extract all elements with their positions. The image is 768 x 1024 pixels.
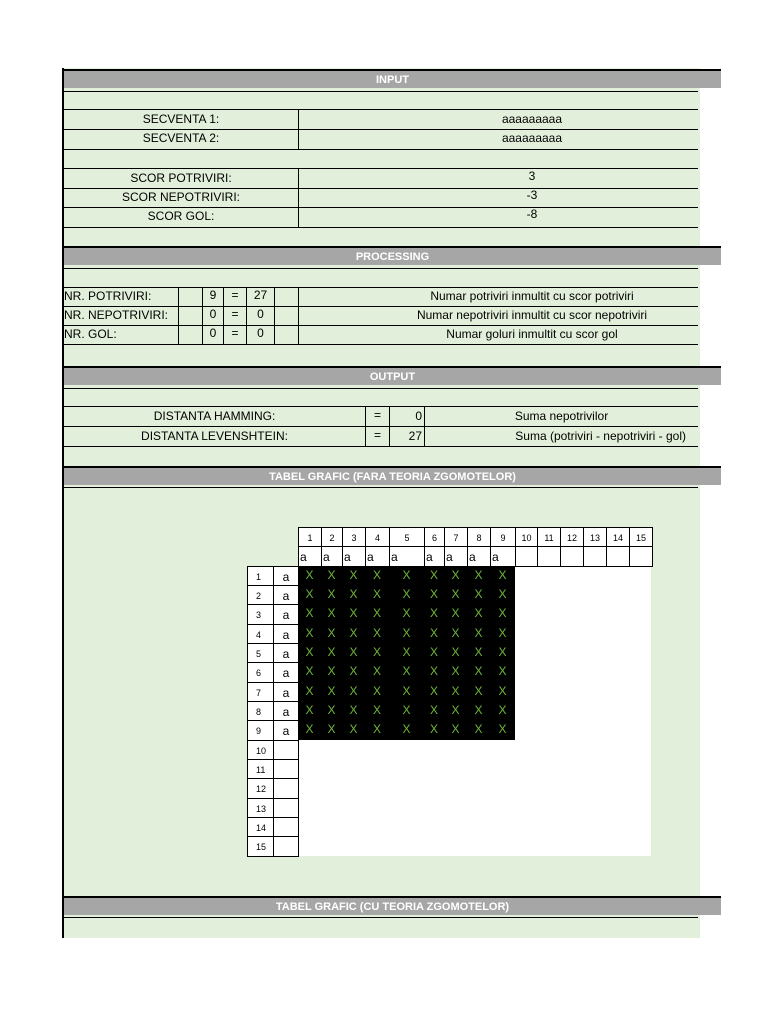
match-mark: X <box>327 568 336 582</box>
match-mark: X <box>327 606 336 620</box>
levenshtein-equals: = <box>373 428 381 442</box>
grid-row-number: 12 <box>247 778 274 799</box>
match-mark: X <box>349 645 358 659</box>
grid-col-number: 4 <box>365 527 390 547</box>
match-mark: X <box>372 626 381 640</box>
mismatch-score-value[interactable]: -3 <box>526 188 538 202</box>
match-mark: X <box>429 703 438 717</box>
match-mark: X <box>474 606 483 620</box>
grid-row-letter[interactable]: a <box>273 662 299 683</box>
match-mark: X <box>327 722 336 736</box>
row-divider <box>64 917 698 918</box>
processing-result[interactable]: 0 <box>257 326 264 340</box>
row-divider <box>64 344 698 345</box>
match-mark: X <box>372 587 381 601</box>
match-mark: X <box>402 626 411 640</box>
grid-row-letter[interactable]: a <box>273 701 299 721</box>
match-mark: X <box>327 626 336 640</box>
processing-label: NR. POTRIVIRI: <box>64 289 152 303</box>
row-divider <box>64 149 698 150</box>
match-mark: X <box>474 626 483 640</box>
grid-col-number: 12 <box>560 527 584 547</box>
processing-equals: = <box>231 307 239 321</box>
match-mark: X <box>402 703 411 717</box>
match-mark: X <box>349 684 358 698</box>
match-mark: X <box>451 722 460 736</box>
sequence1-value[interactable]: aaaaaaaaa <box>501 112 563 126</box>
grid-col-letter[interactable] <box>515 546 538 567</box>
grid-row-letter[interactable]: a <box>273 720 299 741</box>
match-mark: X <box>327 664 336 678</box>
match-mark: X <box>305 684 314 698</box>
processing-result[interactable]: 27 <box>253 288 268 302</box>
grid-row-number: 7 <box>247 682 274 702</box>
match-mark: X <box>498 606 507 620</box>
match-mark: X <box>429 587 438 601</box>
grid-col-number: 14 <box>606 527 630 547</box>
match-mark: X <box>429 626 438 640</box>
grid-col-letter[interactable]: a <box>321 546 343 567</box>
grid-col-letter[interactable]: a <box>424 546 445 567</box>
section-input-header: INPUT <box>64 69 721 88</box>
sequence1-label: SECVENTA 1: <box>142 112 220 126</box>
grid-col-number: 5 <box>389 527 425 547</box>
grid-row-number: 9 <box>247 720 274 741</box>
match-mark: X <box>429 722 438 736</box>
section-processing-header: PROCESSING <box>64 246 721 265</box>
grid-row-letter[interactable]: a <box>273 624 299 644</box>
match-mark: X <box>327 703 336 717</box>
match-mark: X <box>327 684 336 698</box>
match-mark: X <box>372 664 381 678</box>
match-mark: X <box>474 684 483 698</box>
levenshtein-label: DISTANTA LEVENSHTEIN: <box>141 429 288 443</box>
match-mark: X <box>327 645 336 659</box>
grid-col-number: 7 <box>444 527 468 547</box>
match-mark: X <box>498 626 507 640</box>
match-mark: X <box>349 703 358 717</box>
grid-row-number: 13 <box>247 798 274 818</box>
grid-col-number: 15 <box>629 527 653 547</box>
grid-col-letter[interactable]: a <box>444 546 468 567</box>
grid-row-letter[interactable] <box>273 836 299 857</box>
match-mark: X <box>402 606 411 620</box>
match-mark: X <box>498 722 507 736</box>
match-mark: X <box>474 722 483 736</box>
processing-label: NR. GOL: <box>64 327 117 341</box>
grid-row-letter[interactable] <box>273 759 299 779</box>
match-score-value[interactable]: 3 <box>528 169 536 183</box>
grid-row-number: 5 <box>247 643 274 663</box>
match-mark: X <box>305 664 314 678</box>
grid-col-number: 3 <box>342 527 366 547</box>
match-mark: X <box>372 568 381 582</box>
grid-row-number: 14 <box>247 817 274 837</box>
match-mark: X <box>429 664 438 678</box>
grid-col-number: 1 <box>298 527 322 547</box>
mismatch-score-label: SCOR NEPOTRIVIRI: <box>121 190 240 204</box>
grid-row-letter[interactable]: a <box>273 682 299 702</box>
row-divider <box>64 268 698 269</box>
row-divider <box>64 227 698 228</box>
match-mark: X <box>451 703 460 717</box>
hamming-value[interactable]: 0 <box>415 409 422 423</box>
grid-col-letter[interactable] <box>606 546 630 567</box>
levenshtein-value[interactable]: 27 <box>408 429 422 443</box>
match-mark: X <box>372 703 381 717</box>
processing-equals: = <box>231 288 239 302</box>
processing-description: Numar goluri inmultit cu scor gol <box>446 327 618 341</box>
match-score-label: SCOR POTRIVIRI: <box>130 171 232 185</box>
processing-description: Numar nepotriviri inmultit cu scor nepotriviri <box>416 308 648 322</box>
grid-row-number: 2 <box>247 585 274 605</box>
match-mark: X <box>429 568 438 582</box>
grid-col-number: 6 <box>424 527 445 547</box>
grid-col-number: 9 <box>490 527 516 547</box>
col-divider <box>274 287 275 344</box>
grid-col-letter[interactable] <box>560 546 584 567</box>
section-grafic-noise-header: TABEL GRAFIC (CU TEORIA ZGOMOTELOR) <box>64 896 721 915</box>
match-mark: X <box>305 626 314 640</box>
grid-row-letter[interactable] <box>273 817 299 837</box>
match-mark: X <box>429 684 438 698</box>
sequence2-value[interactable]: aaaaaaaaa <box>501 131 563 145</box>
match-mark: X <box>327 587 336 601</box>
match-mark: X <box>451 645 460 659</box>
match-mark: X <box>349 722 358 736</box>
row-divider <box>64 487 698 488</box>
match-mark: X <box>402 722 411 736</box>
match-mark: X <box>451 606 460 620</box>
row-divider <box>64 388 698 389</box>
match-mark: X <box>305 703 314 717</box>
match-mark: X <box>372 684 381 698</box>
match-mark: X <box>429 645 438 659</box>
grid-row-letter[interactable] <box>273 740 299 760</box>
match-mark: X <box>474 568 483 582</box>
match-mark: X <box>498 703 507 717</box>
match-mark: X <box>305 645 314 659</box>
grid-row-number: 6 <box>247 662 274 683</box>
section-output-header: OUTPUT <box>64 366 721 385</box>
match-mark: X <box>305 722 314 736</box>
match-mark: X <box>349 568 358 582</box>
match-mark: X <box>498 645 507 659</box>
match-mark: X <box>474 587 483 601</box>
grid-col-letter[interactable]: a <box>298 546 322 567</box>
gap-score-label: SCOR GOL: <box>147 209 215 223</box>
match-mark: X <box>372 722 381 736</box>
hamming-equals: = <box>373 408 381 422</box>
grid-row-letter[interactable]: a <box>273 566 299 586</box>
match-mark: X <box>451 587 460 601</box>
grid-row-number: 8 <box>247 701 274 721</box>
section-grafic-header: TABEL GRAFIC (FARA TEORIA ZGOMOTELOR) <box>64 466 721 485</box>
match-mark: X <box>402 568 411 582</box>
match-mark: X <box>349 664 358 678</box>
processing-result[interactable]: 0 <box>257 307 264 321</box>
row-divider <box>64 91 698 92</box>
match-mark: X <box>451 626 460 640</box>
grid-row-letter[interactable] <box>273 798 299 818</box>
match-mark: X <box>451 664 460 678</box>
grid-col-number: 13 <box>583 527 607 547</box>
processing-equals: = <box>231 326 239 340</box>
match-mark: X <box>451 568 460 582</box>
match-mark: X <box>305 587 314 601</box>
match-mark: X <box>402 664 411 678</box>
grid-col-number: 8 <box>467 527 491 547</box>
grid-col-number: 2 <box>321 527 343 547</box>
grid-col-letter[interactable] <box>629 546 653 567</box>
grid-col-letter[interactable] <box>583 546 607 567</box>
hamming-label: DISTANTA HAMMING: <box>153 409 276 423</box>
grid-col-letter[interactable]: a <box>467 546 491 567</box>
match-mark: X <box>498 684 507 698</box>
match-mark: X <box>429 606 438 620</box>
levenshtein-description: Suma (potriviri - nepotriviri - gol) <box>515 429 686 443</box>
grid-row-letter[interactable]: a <box>273 604 299 625</box>
match-mark: X <box>402 645 411 659</box>
row-divider <box>64 446 698 447</box>
grid-row-number: 15 <box>247 836 274 857</box>
match-mark: X <box>498 664 507 678</box>
grid-row-number: 11 <box>247 759 274 779</box>
sequence2-label: SECVENTA 2: <box>142 131 220 145</box>
grid-col-number: 10 <box>515 527 538 547</box>
match-mark: X <box>402 587 411 601</box>
match-mark: X <box>372 606 381 620</box>
match-mark: X <box>349 587 358 601</box>
grid-col-letter[interactable]: a <box>365 546 390 567</box>
grid-col-letter[interactable]: a <box>490 546 516 567</box>
processing-count[interactable]: 0 <box>209 326 217 340</box>
grid-row-letter[interactable]: a <box>273 585 299 605</box>
processing-description: Numar potriviri inmultit cu scor potriviri <box>430 289 634 303</box>
match-mark: X <box>474 645 483 659</box>
grid-col-letter[interactable] <box>537 546 561 567</box>
match-mark: X <box>402 684 411 698</box>
grid-row-number: 3 <box>247 604 274 625</box>
match-mark: X <box>305 568 314 582</box>
grid-col-letter[interactable]: a <box>342 546 366 567</box>
processing-count[interactable]: 0 <box>209 307 217 321</box>
match-mark: X <box>451 684 460 698</box>
match-mark: X <box>498 587 507 601</box>
match-mark: X <box>349 606 358 620</box>
grid-row-number: 4 <box>247 624 274 644</box>
match-mark: X <box>305 606 314 620</box>
match-mark: X <box>474 664 483 678</box>
col-divider <box>178 287 179 344</box>
grid-col-number: 11 <box>537 527 561 547</box>
grid-row-letter[interactable]: a <box>273 643 299 663</box>
match-mark: X <box>349 626 358 640</box>
hamming-description: Suma nepotrivilor <box>514 409 609 423</box>
match-mark: X <box>372 645 381 659</box>
grid-row-number: 10 <box>247 740 274 760</box>
gap-score-value[interactable]: -8 <box>526 207 538 221</box>
match-mark: X <box>498 568 507 582</box>
processing-count[interactable]: 9 <box>209 288 217 302</box>
processing-label: NR. NEPOTRIVIRI: <box>64 308 169 322</box>
grid-row-number: 1 <box>247 566 274 586</box>
grid-row-letter[interactable] <box>273 778 299 799</box>
match-mark: X <box>474 703 483 717</box>
grid-col-letter[interactable]: a <box>389 546 425 567</box>
